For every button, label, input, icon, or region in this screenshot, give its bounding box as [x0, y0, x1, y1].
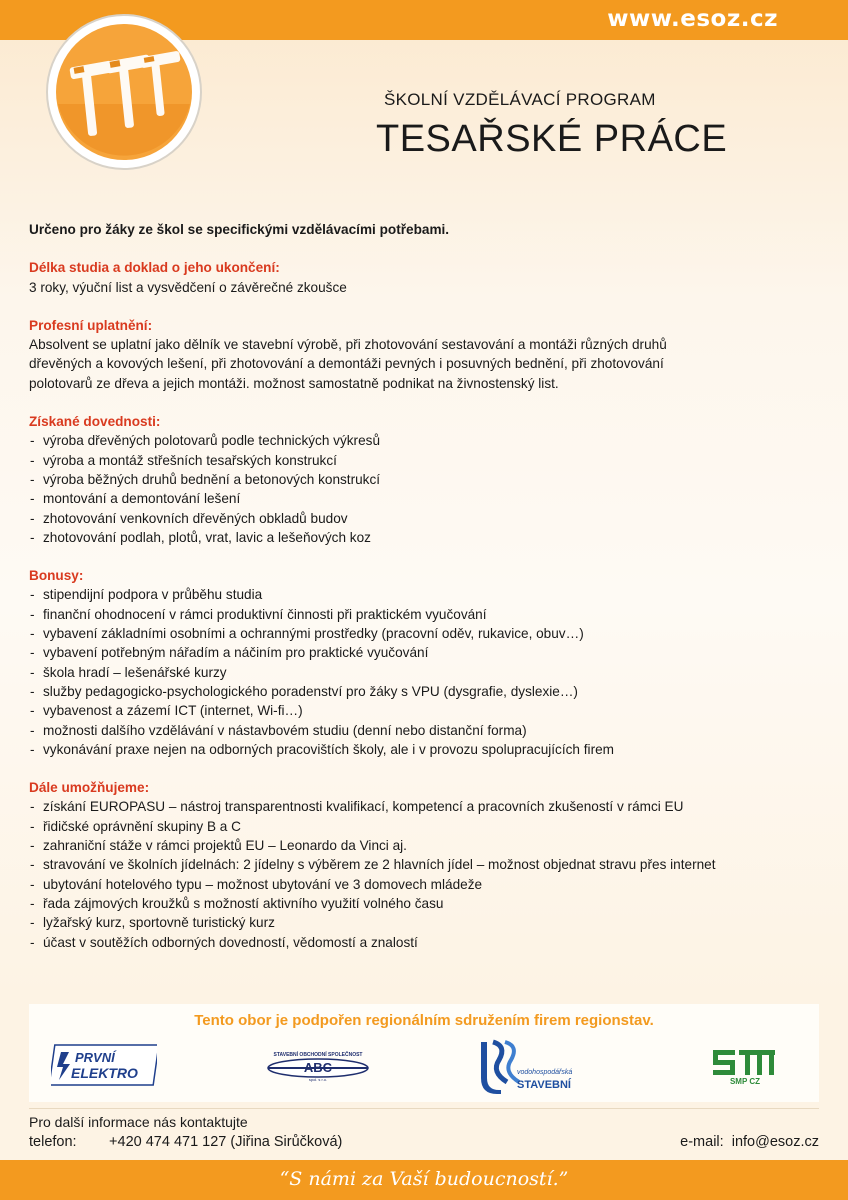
program-label: ŠKOLNÍ VZDĚLÁVACÍ PROGRAM	[384, 90, 656, 109]
smp-logo	[709, 1046, 781, 1086]
list-item: - lyžařský kurz, sportovně turistický kurz	[29, 913, 819, 932]
list-item: - vybavení potřebným nářadím a náčiním pro praktické vyučování	[29, 643, 819, 662]
email-value[interactable]: info@esoz.cz	[731, 1134, 819, 1150]
list-item: - vykonávání praxe nejen na odborných pracovištích školy, ale i v provozu spolupracujících firem	[29, 740, 819, 759]
vodohospodarska-logo	[477, 1038, 587, 1096]
bottom-banner	[0, 1160, 848, 1200]
main-content	[29, 220, 819, 971]
list-item: - řada zájmových kroužků s možností aktivního využití volného času	[29, 894, 819, 913]
study-section	[29, 258, 819, 297]
slogan: “S námi za Vaší budoucností.”	[279, 1168, 569, 1190]
phone-value[interactable]: +420 474 471 127 (Jiřina Sirůčková)	[109, 1134, 343, 1150]
vodohospodarska-line1: vodohospodářská	[517, 1069, 573, 1076]
support-text: Tento obor je podpořen regionálním sdružením firem regionstav.	[194, 1012, 654, 1029]
phone-line	[29, 1134, 342, 1150]
contact-heading: Pro další informace nás kontaktujte	[29, 1114, 248, 1130]
extras-list	[29, 797, 819, 951]
list-item: - zahraniční stáže v rámci projektů EU – Leonardo da Vinci aj.	[29, 836, 819, 855]
list-item: - výroba běžných druhů bednění a betonových konstrukcí	[29, 470, 819, 489]
prvni-elektro-line2: ELEKTRO	[71, 1065, 138, 1081]
phone-label: telefon:	[29, 1134, 77, 1150]
extras-title: Dále umožňujeme:	[29, 780, 150, 796]
support-panel	[29, 1004, 819, 1102]
page-title: TESAŘSKÉ PRÁCE	[376, 118, 728, 160]
email-line	[680, 1134, 819, 1150]
career-section	[29, 316, 819, 393]
skills-title: Získané dovednosti:	[29, 414, 161, 430]
list-item: - řidičské oprávnění skupiny B a C	[29, 817, 819, 836]
bonuses-title: Bonusy:	[29, 568, 84, 584]
list-item: - získání EUROPASU – nástroj transparentnosti kvalifikací, kompetencí a pracovních zkušeností v rámci EU	[29, 797, 819, 816]
list-item: - zhotovování venkovních dřevěných obkladů budov	[29, 509, 819, 528]
contact-divider	[29, 1108, 819, 1109]
career-line: Absolvent se uplatní jako dělník ve stavební výrobě, při zhotovování sestavování a montáži různých druhů	[29, 337, 667, 353]
career-title: Profesní uplatnění:	[29, 317, 153, 333]
list-item: - škola hradí – lešenářské kurzy	[29, 663, 819, 682]
extras-section	[29, 778, 819, 952]
list-item: - výroba dřevěných polotovarů podle technických výkresů	[29, 431, 819, 450]
list-item: - montování a demontování lešení	[29, 489, 819, 508]
list-item: - finanční ohodnocení v rámci produktivní činnosti při praktickém vyučování	[29, 605, 819, 624]
list-item: - možnosti dalšího vzdělávání v nástavbovém studiu (denní nebo distanční forma)	[29, 721, 819, 740]
career-line: polotovarů ze dřeva a jejich montáži. možnost samostatně podnikat na živnostenský list.	[29, 375, 559, 391]
abc-main-text: ABC	[303, 1060, 333, 1075]
intro-text: Určeno pro žáky ze škol se specifickými vzdělávacími potřebami.	[29, 222, 450, 237]
prvni-elektro-logo	[51, 1044, 157, 1086]
skills-section	[29, 412, 819, 547]
abc-logo	[263, 1050, 373, 1082]
bonuses-section	[29, 566, 819, 759]
list-item: - vybavení základními osobními a ochrannými prostředky (pracovní oděv, rukavice, obuv…)	[29, 624, 819, 643]
study-title: Délka studia a doklad o jeho ukončení:	[29, 260, 280, 276]
list-item: - vybavenost a zázemí ICT (internet, Wi-fi…)	[29, 701, 819, 720]
skills-list	[29, 431, 819, 547]
list-item: - stravování ve školních jídelnách: 2 jídelny s výběrem ze 2 hlavních jídel – možnost objednat stravu přes internet	[29, 855, 819, 874]
smp-label: SMP CZ	[729, 1077, 761, 1086]
list-item: - zhotovování podlah, plotů, vrat, lavic a lešeňových koz	[29, 528, 819, 547]
email-label: e-mail:	[680, 1134, 724, 1150]
abc-bottom-text: spol. s r.o.	[308, 1077, 328, 1082]
bonuses-list	[29, 585, 819, 759]
website-url[interactable]: www.esoz.cz	[607, 6, 778, 32]
study-text: 3 roky, výuční list a vysvědčení o závěrečné zkoušce	[29, 279, 347, 295]
prvni-elektro-line1: PRVNÍ	[75, 1050, 115, 1065]
abc-top-text: STAVEBNÍ OBCHODNÍ SPOLEČNOST	[273, 1052, 363, 1058]
list-item: - služby pedagogicko-psychologického poradenství pro žáky s VPU (dysgrafie, dyslexie…)	[29, 682, 819, 701]
hammers-logo	[44, 12, 204, 172]
career-line: dřevěných a kovových lešení, při zhotovování a demontáži pevných i posuvných bednění, při zhotovování	[29, 356, 664, 372]
list-item: - účast v soutěžích odborných dovedností, vědomostí a znalostí	[29, 933, 819, 952]
list-item: - ubytování hotelového typu – možnost ubytování ve 3 domovech mládeže	[29, 875, 819, 894]
list-item: - výroba a montáž střešních tesařských konstrukcí	[29, 451, 819, 470]
list-item: - stipendijní podpora v průběhu studia	[29, 585, 819, 604]
vodohospodarska-line2: STAVEBNÍ	[517, 1079, 571, 1091]
